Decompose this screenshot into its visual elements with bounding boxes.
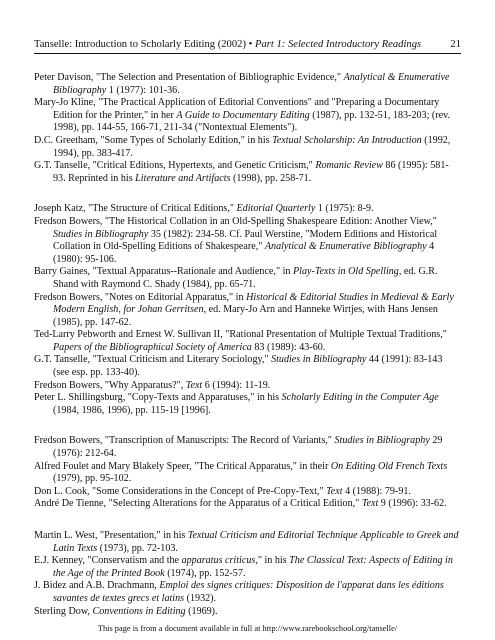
reference-title: On Editing Old French Texts xyxy=(330,460,448,472)
reference-entry xyxy=(34,292,461,330)
reference-text: Ted-Larry Pebworth and Ernest W. Sullivan II, "Rational Presentation of Multiple Textual Traditions," xyxy=(34,329,447,341)
reference-text: J. Bidez and A.B. Drachmann, xyxy=(34,580,160,592)
reference-title: The Classical Text: Aspects of Editing in the Age of the Printed Book xyxy=(53,555,453,579)
reference-section xyxy=(34,72,461,185)
reference-text: , ed. G.R. Shand with Raymond C. Shady (1984), pp. 65-71. xyxy=(53,266,438,290)
reference-entry xyxy=(34,498,461,511)
reference-entry xyxy=(34,72,461,97)
reference-entry xyxy=(34,203,461,216)
reference-section xyxy=(34,530,461,618)
reference-text: (1987), pp. 132-51, 183-203; (rev. 1998), pp. 144-55, 166-71, 211-34 ("Nontextual Elements"). xyxy=(53,109,451,134)
reference-text: Fredson Bowers, "Notes on Editorial Apparatus," in xyxy=(34,291,247,303)
reference-title: Emploi des signes critiques: Disposition de l'apparat dans les éditions savantes de textes grecs et latins xyxy=(53,580,444,604)
reference-text: 29 (1976): 212-64. xyxy=(53,435,443,460)
reference-text: Peter Davison, "The Selection and Presentation of Bibliographic Evidence," xyxy=(34,72,344,83)
header-title: Tanselle: Introduction to Scholarly Editing (2002) xyxy=(34,39,246,50)
reference-text: 44 (1991): 83-143 (see esp. pp. 133-40). xyxy=(53,354,443,379)
reference-entry xyxy=(34,135,461,160)
reference-text: Fredson Bowers, "Transcription of Manuscripts: The Record of Variants," xyxy=(34,435,335,447)
reference-title: Analytical & Enumerative Bibliography xyxy=(264,241,427,253)
reference-text: (1974), pp. 152-57. xyxy=(164,567,246,579)
reference-section xyxy=(34,435,461,511)
section-gap xyxy=(34,417,461,435)
reference-text: 4 (1988): 79-91. xyxy=(342,485,411,497)
reference-entry xyxy=(34,216,461,266)
reference-title: Editorial Quarterly xyxy=(236,203,316,215)
reference-entry xyxy=(34,354,461,379)
reference-text: Peter L. Shillingsburg, "Copy-Texts and Apparatuses," in his xyxy=(34,392,282,404)
reference-text: (1973), pp. 72-103. xyxy=(97,542,178,554)
reference-text: ," in his xyxy=(255,555,290,567)
reference-title: apparatus criticus xyxy=(181,555,256,567)
page-header xyxy=(34,38,461,54)
reference-entry xyxy=(34,435,461,460)
reference-title: A Guide to Documentary Editing xyxy=(176,109,310,121)
reference-text: (1992, 1994), pp. 383-417. xyxy=(53,134,451,159)
reference-text: Fredson Bowers, "The Historical Collation in an Old-Spelling Shakespeare Edition: Another View," xyxy=(34,215,437,227)
section-gap xyxy=(34,185,461,203)
reference-text: André De Tienne, "Selecting Alterations for the Apparatus of a Critical Edition," xyxy=(34,498,362,510)
reference-title: Scholarly Editing in the Computer Age xyxy=(281,392,439,404)
reference-title: Textual Criticism and Editorial Technique Applicable to Greek and Latin Texts xyxy=(53,530,459,554)
section-gap xyxy=(34,511,461,530)
page-number: 21 xyxy=(450,39,461,50)
reference-entry xyxy=(34,97,461,135)
reference-entry xyxy=(34,606,461,619)
reference-text: Sterling Dow, xyxy=(34,605,93,617)
reference-title: Play-Texts in Old Spelling xyxy=(292,266,399,278)
reference-text: 83 (1989): 43-60. xyxy=(251,341,326,353)
reference-title: Studies in Bibliography xyxy=(271,354,367,366)
reference-text: 86 (1995): 581-93. Reprinted in his xyxy=(53,160,449,184)
page-footer: This page is from a document available in full at http://www.rarebookschool.org/tanselle/ xyxy=(97,624,398,633)
reference-title: Textual Scholarship: An Introduction xyxy=(272,134,422,146)
reference-text: Alfred Foulet and Mary Blakely Speer, "The Critical Apparatus," in their xyxy=(34,460,331,472)
reference-text: 4 (1980): 95-106. xyxy=(53,241,435,265)
reference-entry xyxy=(34,486,461,499)
reference-title: Studies in Bibliography xyxy=(334,435,430,447)
reference-title: Romanic Review xyxy=(315,160,383,172)
reference-text: 35 (1982): 234-58. Cf. Paul Werstine, "Modern Editions and Historical Collation in Old-Spelling Editions of Shakespeare," xyxy=(53,228,438,253)
reference-text: Martin L. West, "Presentation," in his xyxy=(34,530,188,541)
reference-title: Historical & Editorial Studies in Medieval & Early Modern English, for Johan Gerritsen xyxy=(53,291,454,316)
reference-text: 1 (1977): 101-36. xyxy=(106,84,180,96)
reference-text: 1 (1975): 8-9. xyxy=(315,203,374,215)
reference-title: Analytical & Enumerative Bibliography xyxy=(53,72,450,96)
reference-title: Conventions in Editing xyxy=(92,605,186,617)
reference-title: Text xyxy=(361,498,379,510)
reference-entry xyxy=(34,160,461,185)
reference-text: , ed. Mary-Jo Arn and Hanneke Wirtjes, with Hans Jensen (1985), pp. 147-62. xyxy=(53,304,438,328)
reference-text: D.C. Greetham, "Some Types of Scholarly Edition," in his xyxy=(34,134,273,146)
header-part: Part 1: Selected Introductory Readings xyxy=(255,39,422,50)
reference-text: Don L. Cook, "Some Considerations in the Concept of Pre-Copy-Text," xyxy=(34,485,327,497)
reference-text: E.J. Kenney, "Conservatism and the xyxy=(34,555,182,567)
reference-text: (1979), pp. 95-102. xyxy=(53,473,132,485)
reference-entry xyxy=(34,530,461,555)
reference-entry xyxy=(34,392,461,417)
reference-entry xyxy=(34,329,461,354)
reference-title: Literature and Artifacts xyxy=(135,172,231,184)
reference-entry xyxy=(34,461,461,486)
reference-title: Text xyxy=(185,379,203,391)
reading-list xyxy=(34,72,461,618)
reference-text: 9 (1996): 33-62. xyxy=(378,498,447,510)
reference-title: Text xyxy=(326,485,343,497)
reference-text: (1984, 1986, 1996), pp. 115-19 [1996]. xyxy=(53,404,211,416)
reference-text: (1998), pp. 258-71. xyxy=(230,172,312,184)
reference-text: G.T. Tanselle, "Critical Editions, Hypertexts, and Genetic Criticism," xyxy=(34,160,316,172)
reference-text: 6 (1994): 11-19. xyxy=(202,379,271,391)
header-bullet: • xyxy=(248,39,253,50)
reference-text: Barry Gaines, "Textual Apparatus--Rationale and Audience," in xyxy=(34,266,293,278)
reference-text: (1969). xyxy=(185,605,218,617)
reference-text: G.T. Tanselle, "Textual Criticism and Literary Sociology," xyxy=(34,354,272,366)
reference-section xyxy=(34,203,461,417)
reference-title: Studies in Bibliography xyxy=(53,228,149,240)
reference-entry xyxy=(34,266,461,291)
reference-entry xyxy=(34,380,461,393)
reference-text: Joseph Katz, "The Structure of Critical Editions," xyxy=(34,203,237,215)
reference-text: (1932). xyxy=(184,592,217,604)
reference-entry xyxy=(34,555,461,580)
reference-title: Papers of the Bibliographical Society of America xyxy=(53,341,252,353)
reference-text: Fredson Bowers, "Why Apparatus?", xyxy=(34,379,186,391)
reference-entry xyxy=(34,580,461,605)
reference-text: Mary-Jo Kline, "The Practical Application of Editorial Conventions" and "Preparing a Documentary Edition for the Printer," in her xyxy=(34,97,440,121)
